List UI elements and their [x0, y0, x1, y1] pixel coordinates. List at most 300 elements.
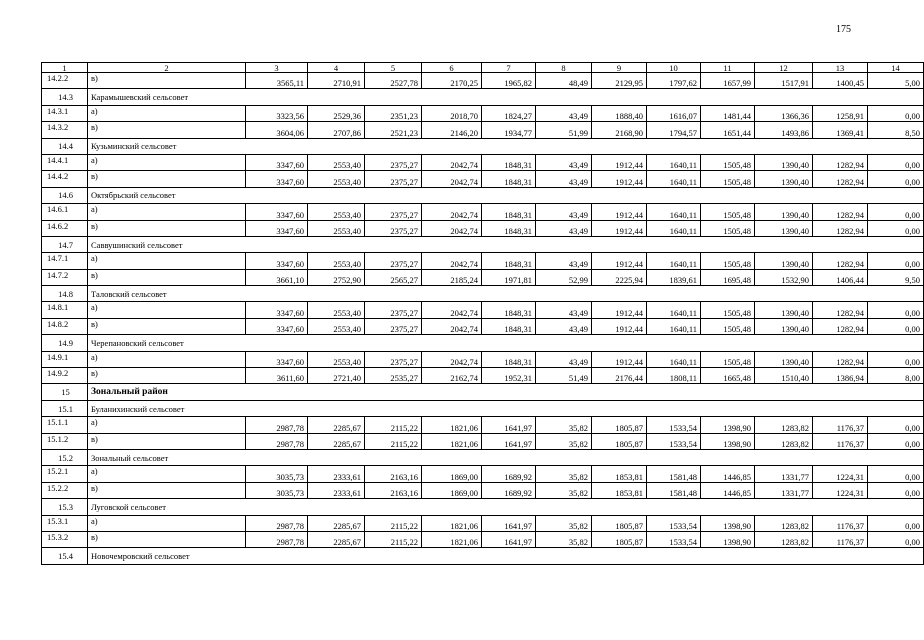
value-cell: 2721,40 — [308, 368, 365, 384]
value-cell: 1533,54 — [647, 433, 701, 449]
table-row — [42, 269, 924, 285]
value-cell: 1971,81 — [482, 269, 536, 285]
row-code: 14.9.1 — [42, 351, 88, 367]
value-cell: 2333,61 — [308, 482, 365, 498]
table-row — [42, 318, 924, 334]
page-number: 175 — [836, 24, 851, 35]
value-cell: 2115,22 — [365, 433, 422, 449]
section-title: Зональный район — [88, 384, 924, 400]
value-cell: 1848,31 — [482, 154, 536, 170]
value-cell: 1398,90 — [701, 515, 755, 531]
value-cell: 1446,85 — [701, 482, 755, 498]
value-cell: 1848,31 — [482, 302, 536, 318]
value-cell: 43,49 — [536, 171, 592, 187]
row-code: 14.7 — [42, 236, 88, 252]
row-code: 14.3.2 — [42, 122, 88, 138]
value-cell: 1176,37 — [813, 531, 868, 547]
value-cell: 9,50 — [868, 269, 924, 285]
value-cell: 43,49 — [536, 351, 592, 367]
table-row — [42, 122, 924, 138]
section-title: Луговской сельсовет — [88, 499, 924, 515]
value-cell: 0,00 — [868, 351, 924, 367]
value-cell: 51,99 — [536, 122, 592, 138]
value-cell: 3604,06 — [246, 122, 308, 138]
value-cell: 2042,74 — [422, 302, 482, 318]
value-cell: 1283,82 — [755, 433, 813, 449]
value-cell: 1390,40 — [755, 302, 813, 318]
row-label: в) — [88, 318, 246, 334]
row-code: 14.6 — [42, 187, 88, 203]
value-cell: 1912,44 — [592, 220, 647, 236]
value-cell: 2042,74 — [422, 204, 482, 220]
row-code: 15.1.2 — [42, 433, 88, 449]
value-cell: 1224,31 — [813, 482, 868, 498]
value-cell: 1369,41 — [813, 122, 868, 138]
value-cell: 52,99 — [536, 269, 592, 285]
table-row — [42, 302, 924, 318]
value-cell: 35,82 — [536, 417, 592, 433]
value-cell: 1283,82 — [755, 417, 813, 433]
value-cell: 1224,31 — [813, 466, 868, 482]
value-cell: 2375,27 — [365, 253, 422, 269]
value-cell: 1805,87 — [592, 531, 647, 547]
value-cell: 1505,48 — [701, 154, 755, 170]
value-cell: 1366,36 — [755, 105, 813, 121]
row-label: а) — [88, 466, 246, 482]
value-cell: 1821,06 — [422, 433, 482, 449]
section-title: Таловский сельсовет — [88, 286, 924, 302]
value-cell: 1533,54 — [647, 417, 701, 433]
section-row — [42, 335, 924, 351]
value-cell: 2553,40 — [308, 204, 365, 220]
value-cell: 2176,44 — [592, 368, 647, 384]
value-cell: 1176,37 — [813, 417, 868, 433]
table-row — [42, 351, 924, 367]
column-number-header: 4 — [308, 63, 365, 73]
value-cell: 0,00 — [868, 171, 924, 187]
header-row — [42, 63, 924, 73]
value-cell: 0,00 — [868, 302, 924, 318]
value-cell: 2375,27 — [365, 154, 422, 170]
value-cell: 2285,67 — [308, 515, 365, 531]
value-cell: 2115,22 — [365, 417, 422, 433]
value-cell: 1848,31 — [482, 253, 536, 269]
value-cell: 43,49 — [536, 105, 592, 121]
value-cell: 1282,94 — [813, 204, 868, 220]
value-cell: 1651,44 — [701, 122, 755, 138]
value-cell: 1390,40 — [755, 220, 813, 236]
value-cell: 1965,82 — [482, 73, 536, 89]
value-cell: 2162,74 — [422, 368, 482, 384]
value-cell: 1386,94 — [813, 368, 868, 384]
value-cell: 51,49 — [536, 368, 592, 384]
value-cell: 2553,40 — [308, 171, 365, 187]
row-label: а) — [88, 417, 246, 433]
value-cell: 43,49 — [536, 253, 592, 269]
row-code: 14.3 — [42, 89, 88, 105]
section-row — [42, 236, 924, 252]
value-cell: 0,00 — [868, 220, 924, 236]
value-cell: 2129,95 — [592, 73, 647, 89]
value-cell: 1176,37 — [813, 433, 868, 449]
value-cell: 1848,31 — [482, 318, 536, 334]
value-cell: 0,00 — [868, 466, 924, 482]
row-code: 14.4 — [42, 138, 88, 154]
value-cell: 2553,40 — [308, 253, 365, 269]
value-cell: 2565,27 — [365, 269, 422, 285]
row-label: в) — [88, 73, 246, 89]
value-cell: 2042,74 — [422, 220, 482, 236]
table-row — [42, 368, 924, 384]
row-code: 14.6.2 — [42, 220, 88, 236]
row-code: 14.9.2 — [42, 368, 88, 384]
value-cell: 2351,23 — [365, 105, 422, 121]
section-row — [42, 187, 924, 203]
column-number-header: 13 — [813, 63, 868, 73]
value-cell: 3565,11 — [246, 73, 308, 89]
value-cell: 2018,70 — [422, 105, 482, 121]
row-code: 15.1 — [42, 400, 88, 416]
value-cell: 1406,44 — [813, 269, 868, 285]
table-row — [42, 105, 924, 121]
value-cell: 1282,94 — [813, 318, 868, 334]
value-cell: 0,00 — [868, 318, 924, 334]
value-cell: 2333,61 — [308, 466, 365, 482]
row-label: а) — [88, 105, 246, 121]
value-cell: 2529,36 — [308, 105, 365, 121]
section-title: Саввушинский сельсовет — [88, 236, 924, 252]
value-cell: 2375,27 — [365, 220, 422, 236]
value-cell: 1640,11 — [647, 171, 701, 187]
value-cell: 1808,11 — [647, 368, 701, 384]
value-cell: 2170,25 — [422, 73, 482, 89]
value-cell: 1952,31 — [482, 368, 536, 384]
value-cell: 1689,92 — [482, 466, 536, 482]
value-cell: 1805,87 — [592, 417, 647, 433]
value-cell: 3347,60 — [246, 204, 308, 220]
value-cell: 1505,48 — [701, 204, 755, 220]
value-cell: 1176,37 — [813, 515, 868, 531]
table-row — [42, 482, 924, 498]
value-cell: 1640,11 — [647, 318, 701, 334]
value-cell: 43,49 — [536, 204, 592, 220]
column-number-header: 6 — [422, 63, 482, 73]
value-cell: 2225,94 — [592, 269, 647, 285]
table-row — [42, 73, 924, 89]
row-code: 15.2.2 — [42, 482, 88, 498]
row-code: 15.3 — [42, 499, 88, 515]
table-row — [42, 253, 924, 269]
value-cell: 2521,23 — [365, 122, 422, 138]
value-cell: 1641,97 — [482, 433, 536, 449]
value-cell: 2163,16 — [365, 482, 422, 498]
value-cell: 8,00 — [868, 368, 924, 384]
value-cell: 2285,67 — [308, 433, 365, 449]
value-cell: 1282,94 — [813, 253, 868, 269]
table-row — [42, 154, 924, 170]
value-cell: 1533,54 — [647, 515, 701, 531]
value-cell: 1390,40 — [755, 154, 813, 170]
section-title: Новочемровский сельсовет — [88, 548, 924, 564]
value-cell: 2553,40 — [308, 351, 365, 367]
value-cell: 1505,48 — [701, 171, 755, 187]
value-cell: 43,49 — [536, 318, 592, 334]
row-code: 15.4 — [42, 548, 88, 564]
value-cell: 1282,94 — [813, 351, 868, 367]
value-cell: 1282,94 — [813, 154, 868, 170]
value-cell: 1640,11 — [647, 154, 701, 170]
value-cell: 1848,31 — [482, 220, 536, 236]
value-cell: 2375,27 — [365, 204, 422, 220]
value-cell: 3661,10 — [246, 269, 308, 285]
value-cell: 1398,90 — [701, 433, 755, 449]
row-code: 15.3.2 — [42, 531, 88, 547]
value-cell: 1641,97 — [482, 531, 536, 547]
value-cell: 3347,60 — [246, 253, 308, 269]
value-cell: 2987,78 — [246, 433, 308, 449]
value-cell: 1853,81 — [592, 466, 647, 482]
row-code: 15.2.1 — [42, 466, 88, 482]
value-cell: 2375,27 — [365, 171, 422, 187]
row-code: 14.8.1 — [42, 302, 88, 318]
value-cell: 0,00 — [868, 531, 924, 547]
row-label: в) — [88, 122, 246, 138]
column-number-header: 8 — [536, 63, 592, 73]
column-number-header: 12 — [755, 63, 813, 73]
value-cell: 2115,22 — [365, 515, 422, 531]
value-cell: 1657,99 — [701, 73, 755, 89]
value-cell: 1640,11 — [647, 220, 701, 236]
row-code: 15.2 — [42, 449, 88, 465]
row-label: в) — [88, 171, 246, 187]
row-label: а) — [88, 204, 246, 220]
value-cell: 1505,48 — [701, 220, 755, 236]
value-cell: 1869,00 — [422, 466, 482, 482]
value-cell: 0,00 — [868, 433, 924, 449]
value-cell: 2285,67 — [308, 417, 365, 433]
value-cell: 2752,90 — [308, 269, 365, 285]
value-cell: 1282,94 — [813, 302, 868, 318]
value-cell: 1331,77 — [755, 482, 813, 498]
value-cell: 1821,06 — [422, 417, 482, 433]
value-cell: 35,82 — [536, 482, 592, 498]
value-cell: 1258,91 — [813, 105, 868, 121]
value-cell: 1398,90 — [701, 531, 755, 547]
value-cell: 1912,44 — [592, 351, 647, 367]
value-cell: 1581,48 — [647, 482, 701, 498]
value-cell: 2707,86 — [308, 122, 365, 138]
value-cell: 1821,06 — [422, 531, 482, 547]
value-cell: 2285,67 — [308, 531, 365, 547]
row-label: а) — [88, 302, 246, 318]
value-cell: 1805,87 — [592, 515, 647, 531]
value-cell: 2710,91 — [308, 73, 365, 89]
row-label: в) — [88, 482, 246, 498]
row-code: 14.9 — [42, 335, 88, 351]
value-cell: 3347,60 — [246, 318, 308, 334]
section-title: Зональный сельсовет — [88, 449, 924, 465]
column-number-header: 9 — [592, 63, 647, 73]
column-number-header: 3 — [246, 63, 308, 73]
value-cell: 1641,97 — [482, 515, 536, 531]
value-cell: 43,49 — [536, 302, 592, 318]
value-cell: 1665,48 — [701, 368, 755, 384]
row-code: 14.7.1 — [42, 253, 88, 269]
value-cell: 2987,78 — [246, 531, 308, 547]
value-cell: 2042,74 — [422, 154, 482, 170]
value-cell: 1821,06 — [422, 515, 482, 531]
value-cell: 1390,40 — [755, 351, 813, 367]
value-cell: 1848,31 — [482, 351, 536, 367]
value-cell: 2042,74 — [422, 171, 482, 187]
value-cell: 3035,73 — [246, 482, 308, 498]
value-cell: 1853,81 — [592, 482, 647, 498]
value-cell: 2146,20 — [422, 122, 482, 138]
value-cell: 2115,22 — [365, 531, 422, 547]
value-cell: 1640,11 — [647, 351, 701, 367]
value-cell: 1912,44 — [592, 204, 647, 220]
row-code: 14.8 — [42, 286, 88, 302]
value-cell: 2375,27 — [365, 302, 422, 318]
value-cell: 1505,48 — [701, 318, 755, 334]
value-cell: 1912,44 — [592, 253, 647, 269]
row-label: в) — [88, 531, 246, 547]
value-cell: 1331,77 — [755, 466, 813, 482]
value-cell: 1390,40 — [755, 318, 813, 334]
row-code: 14.8.2 — [42, 318, 88, 334]
value-cell: 43,49 — [536, 220, 592, 236]
value-cell: 1390,40 — [755, 253, 813, 269]
section-row — [42, 89, 924, 105]
value-cell: 1282,94 — [813, 220, 868, 236]
value-cell: 1390,40 — [755, 171, 813, 187]
row-label: а) — [88, 154, 246, 170]
value-cell: 3347,60 — [246, 220, 308, 236]
value-cell: 1616,07 — [647, 105, 701, 121]
value-cell: 1517,91 — [755, 73, 813, 89]
section-row — [42, 449, 924, 465]
value-cell: 0,00 — [868, 154, 924, 170]
value-cell: 1640,11 — [647, 204, 701, 220]
value-cell: 1869,00 — [422, 482, 482, 498]
value-cell: 2042,74 — [422, 351, 482, 367]
value-cell: 1640,11 — [647, 253, 701, 269]
table-row — [42, 433, 924, 449]
value-cell: 0,00 — [868, 105, 924, 121]
value-cell: 43,49 — [536, 154, 592, 170]
value-cell: 3611,60 — [246, 368, 308, 384]
value-cell: 1581,48 — [647, 466, 701, 482]
value-cell: 2375,27 — [365, 318, 422, 334]
value-cell: 2042,74 — [422, 318, 482, 334]
row-label: в) — [88, 368, 246, 384]
value-cell: 1640,11 — [647, 302, 701, 318]
column-number-header: 5 — [365, 63, 422, 73]
section-title: Черепановский сельсовет — [88, 335, 924, 351]
value-cell: 1797,62 — [647, 73, 701, 89]
value-cell: 2553,40 — [308, 154, 365, 170]
value-cell: 0,00 — [868, 515, 924, 531]
value-cell: 1695,48 — [701, 269, 755, 285]
row-code: 14.7.2 — [42, 269, 88, 285]
value-cell: 1533,54 — [647, 531, 701, 547]
value-cell: 8,50 — [868, 122, 924, 138]
value-cell: 1839,61 — [647, 269, 701, 285]
value-cell: 2987,78 — [246, 417, 308, 433]
row-code: 14.6.1 — [42, 204, 88, 220]
value-cell: 3035,73 — [246, 466, 308, 482]
value-cell: 1689,92 — [482, 482, 536, 498]
value-cell: 2185,24 — [422, 269, 482, 285]
table-row — [42, 417, 924, 433]
value-cell: 1532,90 — [755, 269, 813, 285]
table-row — [42, 204, 924, 220]
column-number-header: 2 — [88, 63, 246, 73]
value-cell: 3347,60 — [246, 154, 308, 170]
row-label: а) — [88, 253, 246, 269]
value-cell: 1505,48 — [701, 302, 755, 318]
section-row — [42, 286, 924, 302]
value-cell: 3323,56 — [246, 105, 308, 121]
value-cell: 1912,44 — [592, 171, 647, 187]
value-cell: 1912,44 — [592, 154, 647, 170]
table-row — [42, 466, 924, 482]
value-cell: 0,00 — [868, 204, 924, 220]
value-cell: 2375,27 — [365, 351, 422, 367]
column-number-header: 14 — [868, 63, 924, 73]
value-cell: 2553,40 — [308, 318, 365, 334]
value-cell: 1398,90 — [701, 417, 755, 433]
section-row — [42, 384, 924, 400]
row-code: 15.1.1 — [42, 417, 88, 433]
value-cell: 35,82 — [536, 515, 592, 531]
value-cell: 1794,57 — [647, 122, 701, 138]
value-cell: 1505,48 — [701, 253, 755, 269]
value-cell: 5,00 — [868, 73, 924, 89]
value-cell: 1641,97 — [482, 417, 536, 433]
value-cell: 1510,40 — [755, 368, 813, 384]
column-number-header: 10 — [647, 63, 701, 73]
value-cell: 2987,78 — [246, 515, 308, 531]
value-cell: 2042,74 — [422, 253, 482, 269]
section-row — [42, 548, 924, 564]
value-cell: 2553,40 — [308, 302, 365, 318]
value-cell: 3347,60 — [246, 171, 308, 187]
column-number-header: 11 — [701, 63, 755, 73]
section-row — [42, 400, 924, 416]
value-cell: 1824,27 — [482, 105, 536, 121]
column-number-header: 1 — [42, 63, 88, 73]
value-cell: 0,00 — [868, 417, 924, 433]
value-cell: 1400,45 — [813, 73, 868, 89]
value-cell: 1282,94 — [813, 171, 868, 187]
row-code: 14.4.2 — [42, 171, 88, 187]
value-cell: 1888,40 — [592, 105, 647, 121]
value-cell: 1481,44 — [701, 105, 755, 121]
value-cell: 2527,78 — [365, 73, 422, 89]
table-row — [42, 220, 924, 236]
section-row — [42, 138, 924, 154]
section-row — [42, 499, 924, 515]
value-cell: 3347,60 — [246, 302, 308, 318]
value-cell: 1805,87 — [592, 433, 647, 449]
row-label: в) — [88, 220, 246, 236]
value-cell: 1446,85 — [701, 466, 755, 482]
value-cell: 1848,31 — [482, 204, 536, 220]
value-cell: 3347,60 — [246, 351, 308, 367]
value-cell: 35,82 — [536, 433, 592, 449]
section-title: Буланихинский сельсовет — [88, 400, 924, 416]
